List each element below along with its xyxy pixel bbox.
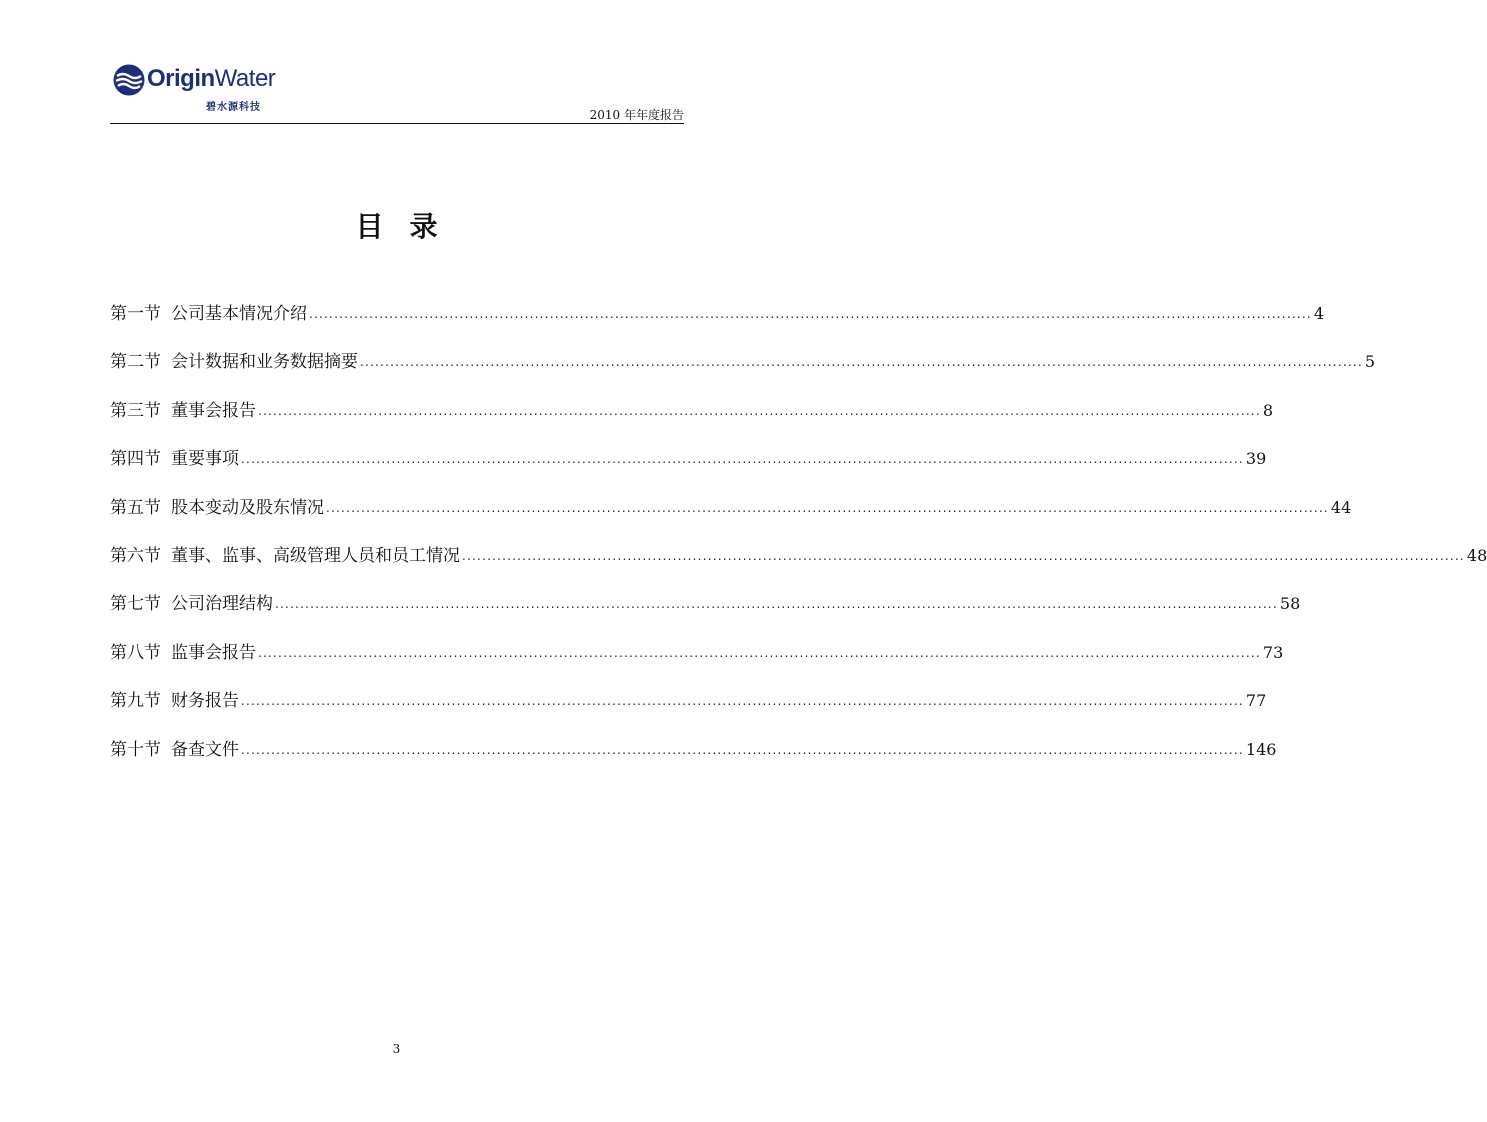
toc-leader-dots: ........................................................................................................................................................................................................ — [241, 452, 1244, 467]
toc-section-number: 第一节 — [110, 304, 161, 324]
toc-entry[interactable] — [110, 736, 1277, 784]
toc-leader-dots: ........................................................................................................................................................................................................ — [309, 307, 1312, 321]
toc-leader-dots: ........................................................................................................................................................................................................ — [326, 500, 1329, 515]
toc-section-number: 第十节 — [110, 739, 161, 760]
toc-page-number: 146 — [1245, 739, 1277, 759]
toc-section-number: 第五节 — [110, 497, 161, 518]
toc-section-number: 第二节 — [110, 352, 161, 373]
toc-entry[interactable] — [110, 445, 1267, 493]
toc-page-number: 8 — [1262, 400, 1274, 420]
toc-section-number: 第七节 — [110, 594, 161, 615]
toc-section-number: 第九节 — [110, 691, 161, 712]
toc-entry[interactable] — [110, 542, 1487, 590]
toc-section-number: 第三节 — [110, 400, 161, 421]
toc-entry[interactable] — [110, 639, 1284, 687]
page-header — [110, 60, 684, 125]
toc-page-number: 5 — [1364, 352, 1376, 372]
header-divider — [110, 123, 684, 124]
toc-section-number: 第六节 — [110, 545, 161, 566]
table-of-contents — [110, 300, 1487, 784]
toc-leader-dots: ........................................................................................................................................................................................................ — [241, 694, 1244, 709]
toc-entry[interactable] — [110, 300, 1325, 348]
toc-section-title: 董事、监事、高级管理人员和员工情况 — [171, 545, 460, 566]
toc-leader-dots: ........................................................................................................................................................................................................ — [462, 548, 1465, 563]
toc-entry[interactable] — [110, 687, 1267, 735]
originwater-logo — [110, 60, 310, 113]
toc-heading — [0, 205, 793, 245]
toc-section-title: 重要事项 — [171, 449, 239, 470]
toc-section-title: 财务报告 — [171, 691, 239, 712]
toc-entry[interactable] — [110, 397, 1274, 445]
toc-section-number: 第八节 — [110, 642, 161, 663]
toc-section-title: 会计数据和业务数据摘要 — [171, 352, 358, 373]
toc-leader-dots: ........................................................................................................................................................................................................ — [241, 742, 1244, 757]
toc-section-title: 备查文件 — [171, 739, 239, 760]
logo-wordmark — [147, 67, 275, 91]
toc-section-title: 公司基本情况介绍 — [171, 304, 307, 324]
toc-leader-dots: ........................................................................................................................................................................................................ — [258, 645, 1261, 660]
toc-page-number: 39 — [1245, 449, 1267, 469]
toc-leader-dots: ........................................................................................................................................................................................................ — [275, 597, 1278, 612]
toc-heading-char-1: 目 — [355, 210, 384, 243]
toc-entry[interactable] — [110, 590, 1301, 638]
toc-page-number: 77 — [1245, 691, 1267, 711]
toc-page-number: 73 — [1262, 642, 1284, 662]
report-title: 2010 年年度报告 — [589, 108, 684, 122]
toc-entry[interactable] — [110, 494, 1352, 542]
toc-leader-dots: ........................................................................................................................................................................................................ — [258, 403, 1261, 418]
toc-page-number: 58 — [1279, 594, 1301, 614]
toc-heading-char-2: 录 — [409, 210, 438, 243]
toc-section-title: 股本变动及股东情况 — [171, 497, 324, 518]
toc-page-number: 44 — [1330, 497, 1352, 517]
logo-wordmark-origin: Origin — [147, 65, 215, 92]
wave-logo-icon — [113, 64, 145, 96]
page-number: 3 — [392, 1042, 401, 1056]
toc-section-title: 董事会报告 — [171, 400, 256, 421]
toc-section-number: 第四节 — [110, 449, 161, 470]
logo-subtitle: 碧水源科技 — [206, 102, 261, 113]
toc-leader-dots: ........................................................................................................................................................................................................ — [360, 355, 1363, 370]
logo-wordmark-water: Water — [214, 65, 276, 92]
toc-section-title: 监事会报告 — [171, 642, 256, 663]
toc-entry[interactable] — [110, 348, 1376, 396]
toc-page-number: 48 — [1466, 545, 1487, 565]
toc-section-title: 公司治理结构 — [171, 594, 273, 615]
toc-page-number: 4 — [1313, 304, 1325, 323]
